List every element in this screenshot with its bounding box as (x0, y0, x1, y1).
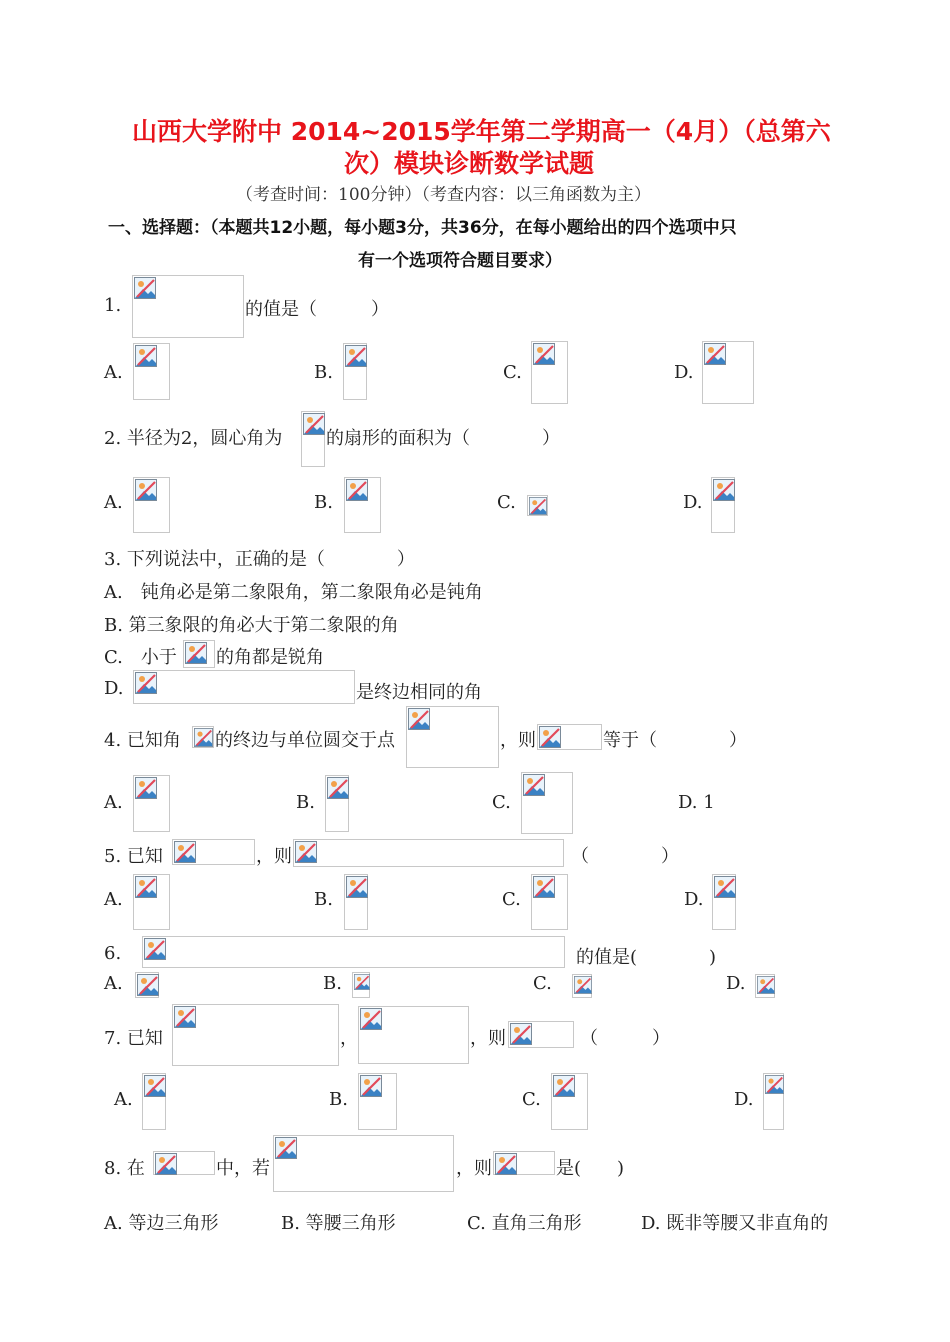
question-7-sep: ， (340, 1028, 358, 1049)
option-a-image (142, 1073, 166, 1130)
broken-image-icon (295, 841, 317, 863)
option-b-label: B. (314, 889, 333, 910)
option-d-text-end: 是终边相同的角 (356, 682, 482, 703)
formula-image (142, 936, 565, 968)
option-b-image (344, 477, 381, 533)
broken-image-icon (194, 728, 213, 747)
option-c-image (521, 772, 573, 834)
broken-image-icon (135, 479, 157, 501)
option-a-label: A. (104, 889, 123, 910)
question-3-stem: 3. 下列说法中，正确的是（ ） (104, 549, 415, 570)
formula-image (132, 275, 244, 338)
option-c-text-end: 的角都是锐角 (216, 647, 324, 668)
option-a-image (133, 874, 170, 930)
question-8-stem-3: ，则 (456, 1158, 492, 1179)
question-1-number: 1. (104, 295, 122, 316)
option-d-image (763, 1073, 784, 1130)
option-c-label: C. (492, 792, 511, 813)
question-4-stem-4: 等于（ ） (603, 730, 747, 751)
option-b-label: B. (323, 973, 342, 994)
broken-image-icon (757, 976, 775, 994)
question-7-stem-4: （ ） (580, 1028, 670, 1049)
page-title: 山西大学附中 2014~2015学年第二学期高一（4月）（总第六 (132, 117, 831, 146)
option-a-text: A. 钝角必是第二象限角，第二象限角必是钝角 (104, 582, 483, 603)
broken-image-icon (346, 479, 368, 501)
option-b-label: B. (314, 362, 333, 383)
option-d-label: D. (684, 889, 704, 910)
option-a-label: A. (104, 492, 123, 513)
option-d-text: D. (104, 678, 124, 699)
broken-image-icon (533, 343, 555, 365)
option-b-label: B. (329, 1089, 348, 1110)
formula-image (358, 1006, 469, 1064)
question-7-stem: 7. 已知 (104, 1028, 163, 1049)
broken-image-icon (327, 777, 349, 799)
question-4-stem-2: 的终边与单位圆交于点 (215, 730, 395, 751)
option-b-text: B. 第三象限的角必大于第二象限的角 (104, 615, 399, 636)
broken-image-icon (135, 777, 157, 799)
question-6-number: 6. (104, 943, 122, 964)
question-5-stem-3: （ ） (571, 846, 679, 867)
option-b-text: B. 等腰三角形 (281, 1213, 396, 1234)
broken-image-icon (275, 1137, 297, 1159)
formula-image (301, 411, 325, 467)
question-7-stem-3: ，则 (470, 1028, 506, 1049)
formula-image (293, 839, 564, 867)
question-5-stem: 5. 已知 (104, 846, 163, 867)
broken-image-icon (510, 1023, 532, 1045)
question-4-stem: 4. 已知角 (104, 730, 181, 751)
broken-image-icon (144, 938, 166, 960)
broken-image-icon (303, 413, 325, 435)
broken-image-icon (137, 974, 159, 996)
option-a-image (135, 972, 159, 998)
option-c-image (531, 874, 568, 930)
formula-image (172, 1004, 339, 1066)
formula-image (133, 670, 355, 704)
broken-image-icon (533, 876, 555, 898)
option-b-label: B. (296, 792, 315, 813)
option-c-image (527, 495, 548, 516)
question-8-stem-4: 是( ) (556, 1158, 625, 1179)
formula-image (153, 1151, 215, 1175)
broken-image-icon (574, 976, 592, 994)
option-d-image (702, 341, 754, 404)
formula-image (406, 706, 499, 768)
broken-image-icon (495, 1153, 517, 1175)
broken-image-icon (135, 345, 157, 367)
option-c-image (572, 974, 592, 998)
broken-image-icon (155, 1153, 177, 1175)
option-d-label: D. (674, 362, 694, 383)
broken-image-icon (185, 642, 207, 664)
broken-image-icon (174, 841, 196, 863)
option-d-text: D. 1 (678, 792, 715, 813)
option-b-image (358, 1073, 397, 1130)
option-c-label: C. (533, 973, 552, 994)
broken-image-icon (765, 1075, 784, 1094)
exam-info: （考查时间：100分钟）（考查内容：以三角函数为主） (236, 185, 651, 205)
option-b-image (343, 343, 367, 400)
broken-image-icon (529, 497, 547, 515)
option-c-image (531, 341, 568, 404)
option-d-label: D. (683, 492, 703, 513)
option-b-label: B. (314, 492, 333, 513)
formula-image (493, 1151, 555, 1175)
option-d-label: D. (726, 973, 746, 994)
broken-image-icon (135, 876, 157, 898)
question-8-stem: 8. 在 (104, 1158, 145, 1179)
option-c-label: C. (502, 889, 521, 910)
broken-image-icon (134, 277, 156, 299)
question-4-stem-3: ，则 (500, 730, 536, 751)
question-8-stem-2: 中，若 (216, 1158, 270, 1179)
broken-image-icon (714, 876, 736, 898)
option-b-image (325, 775, 349, 832)
formula-image (537, 724, 602, 750)
option-a-label: A. (104, 973, 123, 994)
broken-image-icon (360, 1008, 382, 1030)
broken-image-icon (345, 345, 367, 367)
option-d-image (755, 974, 775, 998)
option-d-image (711, 477, 735, 533)
broken-image-icon (174, 1006, 196, 1028)
option-a-label: A. (114, 1089, 133, 1110)
broken-image-icon (360, 1075, 382, 1097)
broken-image-icon (354, 974, 370, 990)
option-a-label: A. (104, 792, 123, 813)
broken-image-icon (539, 726, 561, 748)
option-c-image (551, 1073, 588, 1130)
formula-image (183, 640, 215, 668)
option-d-image (712, 874, 736, 930)
question-1-stem: 的值是（ ） (245, 299, 389, 320)
section-heading: 一、选择题：（本题共12小题，每小题3分，共36分，在每小题给出的四个选项中只 (108, 218, 737, 238)
question-2-stem-end: 的扇形的面积为（ ） (326, 428, 560, 449)
formula-image (508, 1021, 574, 1048)
question-5-stem-2: ，则 (256, 846, 292, 867)
option-a-text: A. 等边三角形 (104, 1213, 219, 1234)
option-c-label: C. (503, 362, 522, 383)
formula-image (192, 726, 214, 748)
option-a-image (133, 775, 170, 832)
option-a-image (133, 477, 170, 533)
question-2-stem: 2. 半径为2，圆心角为 (104, 428, 283, 449)
formula-image (273, 1135, 454, 1192)
broken-image-icon (144, 1075, 166, 1097)
broken-image-icon (713, 479, 735, 501)
broken-image-icon (346, 876, 368, 898)
question-6-stem: 的值是( ) (576, 947, 717, 968)
broken-image-icon (523, 774, 545, 796)
option-c-text: C. 小于 (104, 647, 177, 668)
option-c-label: C. (522, 1089, 541, 1110)
broken-image-icon (704, 343, 726, 365)
broken-image-icon (135, 672, 157, 694)
option-d-text: D. 既非等腰又非直角的 (641, 1213, 829, 1234)
broken-image-icon (553, 1075, 575, 1097)
option-c-text: C. 直角三角形 (467, 1213, 582, 1234)
broken-image-icon (408, 708, 430, 730)
option-a-image (133, 343, 170, 400)
option-d-label: D. (734, 1089, 754, 1110)
option-b-image (344, 874, 368, 930)
option-c-label: C. (497, 492, 516, 513)
option-a-label: A. (104, 362, 123, 383)
page-title-line2: 次）模块诊断数学试题 (344, 149, 595, 178)
option-b-image (352, 972, 370, 998)
section-heading-line2: 有一个选项符合题目要求） (358, 251, 562, 271)
formula-image (172, 839, 255, 865)
